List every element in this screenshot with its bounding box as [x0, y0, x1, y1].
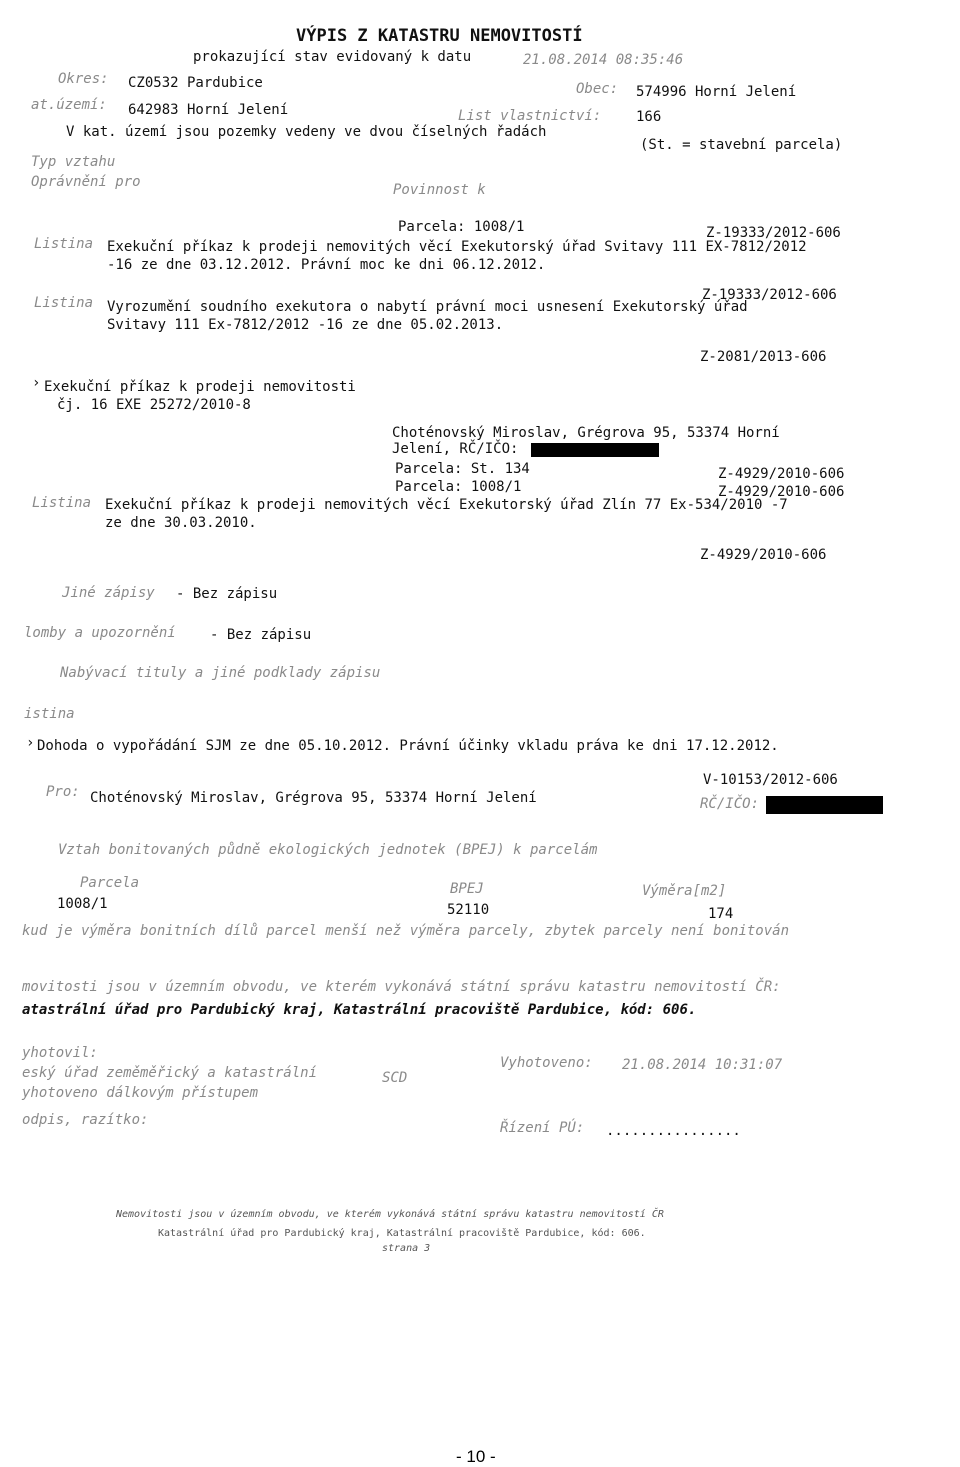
- redacted-id-box: [531, 443, 659, 457]
- bpej-row-bpej: 52110: [447, 902, 490, 918]
- redacted-rc-box: [766, 796, 883, 814]
- rc-label: RČ/IČO:: [700, 796, 760, 812]
- entry2-listina-label: Listina: [34, 295, 94, 311]
- lv-value: 166: [636, 109, 662, 125]
- entry3-line2: ze dne 30.03.2010.: [105, 515, 257, 531]
- bpej-row-parcela: 1008/1: [57, 896, 108, 912]
- entry3-line1: Exekuční příkaz k prodeji nemovitých věcí Exekutorský úřad Zlín 77 Ex-534/2010 -7: [105, 497, 788, 513]
- entry3-cj: čj. 16 EXE 25272/2010-8: [57, 397, 251, 413]
- vyhotoveno-dalkove: yhotoveno dálkovým přístupem: [22, 1085, 259, 1101]
- entry2-line1: Vyrozumění soudního exekutora o nabytí právní moci usnesení Exekutorský úřad: [107, 299, 748, 315]
- bpej-row-vymera: 174: [708, 906, 734, 922]
- dohoda-mark: ›: [26, 735, 35, 751]
- obec-label: Obec:: [576, 81, 619, 97]
- typ-vztahu-header: Typ vztahu: [31, 154, 116, 170]
- nabyvaci-label: Nabývací tituly a jiné podklady zápisu: [60, 665, 381, 681]
- entry3-title: Exekuční příkaz k prodeji nemovitosti: [44, 379, 356, 395]
- bpej-note: kud je výměra bonitních dílů parcel menší než výměra parcely, zbytek parcely není bonitován: [22, 923, 790, 939]
- footer-line2: atastrální úřad pro Pardubický kraj, Katastrální pracoviště Pardubice, kód: 606.: [22, 1002, 697, 1018]
- entry1-line2: -16 ze dne 03.12.2012. Právní moc ke dni 06.12.2012.: [107, 257, 546, 273]
- bpej-col-vymera: Výměra[m2]: [642, 883, 727, 899]
- entry3-parcela2-ref: Z-4929/2010-606: [718, 484, 845, 500]
- entry3-ref: Z-4929/2010-606: [700, 547, 827, 563]
- plomby-label: lomby a upozornění: [24, 625, 176, 641]
- pro-label: Pro:: [46, 784, 80, 800]
- bpej-col-parcela: Parcela: [80, 875, 140, 891]
- vyhotoveno-value: 21.08.2014 10:31:07: [622, 1057, 783, 1073]
- entry3-mark: ›: [32, 375, 41, 391]
- kat-uzemi-label: at.území:: [31, 97, 107, 113]
- entry3-parcela2: Parcela: 1008/1: [395, 479, 522, 495]
- plomby-value: - Bez zápisu: [210, 627, 312, 643]
- lv-label: List vlastnictví:: [458, 108, 602, 124]
- bpej-title: Vztah bonitovaných půdně ekologických jednotek (BPEJ) k parcelám: [58, 842, 598, 858]
- page-footer-line2: Katastrální úřad pro Pardubický kraj, Katastrální pracoviště Pardubice, kód: 606.: [158, 1228, 646, 1239]
- obec-value: 574996 Horní Jelení: [636, 84, 797, 100]
- opravneni-pro-header: Oprávnění pro: [31, 174, 141, 190]
- jine-zapisy-label: Jiné zápisy: [62, 585, 155, 601]
- entry3-owner-line2: Jelení, RČ/IČO:: [392, 441, 519, 457]
- document-title: VÝPIS Z KATASTRU NEMOVITOSTÍ: [296, 26, 583, 46]
- entry3-parcela1: Parcela: St. 134: [395, 461, 530, 477]
- entry3-owner-line1: Choténovský Miroslav, Grégrova 95, 53374 Horní: [392, 425, 780, 441]
- kat-uzemi-value: 642983 Horní Jelení: [128, 102, 289, 118]
- vyhotovil-line2: eský úřad zeměměřický a katastrální: [22, 1065, 318, 1081]
- rady-note: V kat. území jsou pozemky vedeny ve dvou číselných řadách: [66, 124, 547, 140]
- pro-value: Choténovský Miroslav, Grégrova 95, 53374 Horní Jelení: [90, 790, 537, 806]
- page-footer-line1: Nemovitosti jsou v územním obvodu, ve kterém vykonává státní správu katastru nemovitostí ČR: [116, 1209, 664, 1220]
- entry1-ref2: Z-19333/2012-606: [702, 287, 837, 303]
- rizeni-label: Řízení PÚ:: [500, 1120, 585, 1136]
- jine-zapisy-value: - Bez zápisu: [176, 586, 278, 602]
- dohoda-ref: V-10153/2012-606: [703, 772, 838, 788]
- entry3-listina-label: Listina: [32, 495, 92, 511]
- vyhotoveno-label: Vyhotoveno:: [500, 1055, 593, 1071]
- bpej-col-bpej: BPEJ: [450, 881, 484, 897]
- entry1-ref: Z-19333/2012-606: [706, 225, 841, 241]
- povinnost-k-header: Povinnost k: [393, 182, 486, 198]
- rizeni-dots: ................: [606, 1123, 741, 1139]
- entry3-parcela1-ref: Z-4929/2010-606: [718, 466, 845, 482]
- subtitle-date: 21.08.2014 08:35:46: [523, 52, 684, 68]
- okres-label: Okres:: [58, 71, 109, 87]
- subtitle-prefix: prokazující stav evidovaný k datu: [193, 49, 472, 65]
- okres-value: CZ0532 Pardubice: [128, 75, 263, 91]
- entry1-parcela: Parcela: 1008/1: [398, 219, 525, 235]
- entry1-listina-label: Listina: [34, 236, 94, 252]
- listina-label: istina: [24, 706, 75, 722]
- dohoda-line: Dohoda o vypořádání SJM ze dne 05.10.2012. Právní účinky vkladu práva ke dni 17.12.2012.: [37, 738, 779, 754]
- page-number: - 10 -: [456, 1447, 496, 1466]
- rady-legend: (St. = stavební parcela): [640, 137, 843, 153]
- entry1-line1: Exekuční příkaz k prodeji nemovitých věcí Exekutorský úřad Svitavy 111 EX-7812/2012: [107, 239, 807, 255]
- vyhotovil-label: yhotovil:: [22, 1045, 98, 1061]
- page-footer-line3: strana 3: [382, 1243, 431, 1254]
- footer-line1: movitosti jsou v územním obvodu, ve kterém vykonává státní správu katastru nemovitostí ČR:: [22, 979, 781, 995]
- entry2-line2: Svitavy 111 Ex-7812/2012 -16 ze dne 05.02.2013.: [107, 317, 504, 333]
- vyhotovil-scd: SCD: [382, 1070, 408, 1086]
- entry2-ref: Z-2081/2013-606: [700, 349, 827, 365]
- podpis-label: odpis, razítko:: [22, 1112, 149, 1128]
